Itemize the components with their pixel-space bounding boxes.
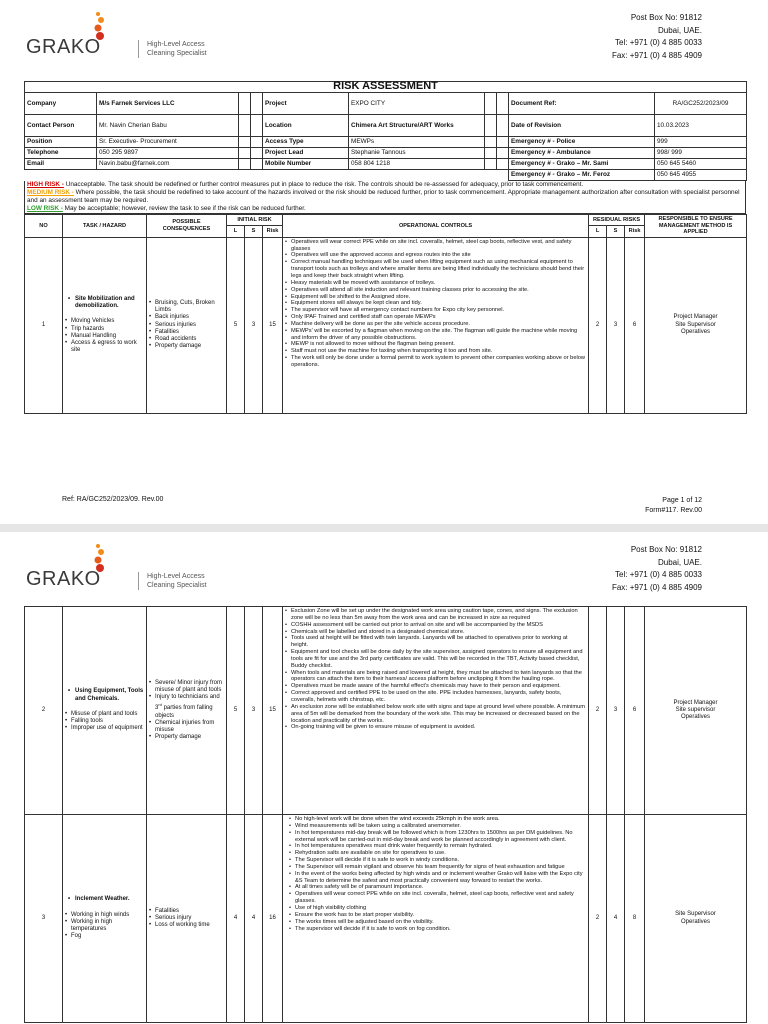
col-initial-risk: INITIAL RISK: [227, 215, 283, 226]
responsible-cell: Site Supervisor Operatives: [645, 815, 747, 1023]
col-consequences: POSSIBLE CONSEQUENCES: [147, 215, 227, 238]
risk-assessment-sheet: [24, 81, 746, 414]
task-cell: • Site Mobilization and demobilization. • Moving Vehicles • Trip hazards • Manual Handling • Access & egress to work site: [63, 237, 147, 413]
company-address: Post Box No: 91812 Dubai, UAE. Tel: +971 (0) 4 885 0033 Fax: +971 (0) 4 885 4909: [611, 545, 702, 592]
document-ref-value: RA/GC252/2023/09: [655, 93, 747, 115]
col-residual-risk: RESIDUAL RISKS: [589, 215, 645, 226]
task-cell: • Inclement Weather. • Working in high winds • Working in high temperatures • Fog: [63, 815, 147, 1023]
legend-medium: MEDIUM RISK - Where possible, the task should be redefined to take account of the hazards involved or the risk should be reduced further, prior to task commencement. Appropriate management authorization after consultation with specialist personnel and an assessment team may be required.: [27, 189, 740, 204]
email-value: Navin.babu@farnek.com: [97, 159, 239, 170]
company-value: M/s Farnek Services LLC: [97, 93, 239, 115]
footer-reference: Ref: RA/GC252/2023/09. Rev.00: [62, 496, 164, 503]
page-title: RISK ASSESSMENT: [25, 82, 747, 93]
consequences-cell: • Fatalities • Serious injury • Loss of working time: [147, 815, 227, 1023]
consequences-cell: • Severe/ Minor injury from misuse of plant and tools • Injury to technicians and 3rd parties from falling objects • Chemical injuries from misuse • Property damage: [147, 607, 227, 815]
telephone-value: 050 295 9897: [97, 148, 239, 159]
ambulance-value: 998/ 999: [655, 148, 747, 159]
risk-assessment-sheet-continued: [24, 606, 746, 1023]
col-responsible: RESPONSIBLE TO ENSURE MANAGEMENT METHOD IS APPLIED: [645, 215, 747, 238]
controls-cell: • Exclusion Zone will be set up under the designated work area using caution tape, cones, and signs. The exclusion zone will be no less than 5m away from the work area and can be increased in size as required • COSHH assessment will be carried out prior to arrival on site and will be accompanied by the MSDS • Chemicals will be labelled and stored in a designated chemical store. • Tools used at height will be fitted with twin lanyards. Lanyards will be attached to operatives prior to working at height. • Equipment and tool checks will be done daily by the site supervisor, assigned operators to ensure all equipment and tools are fit for use and the 3rd party certificates are valid. This will be recorded in the TBT, Activity based checklist, Buddy checklist. • When tools and materials are being raised and lowered at height, they must be attached to twin lanyards so that the operators can attach the item to their harness/ access platform before unclipping it from the hauling rope. • Operatives must be made aware of the harmful effect's chemicals may have to their person and equipment. • Correct approved and certified PPE to be used on the site. PPE includes harnesses, lanyards, safety boots, coveralls, helmets with chinstrap, etc. • An exclusion zone will be established below work site with signs and tape at ground level where possible. A minimum area of 5m will be demarked from the boundary of the work site. This may be increased or decreased based on the location and practicality of the works. • On-going training will be given to ensure misuse of equipment is avoided.: [283, 607, 589, 815]
project-value: EXPO CITY: [349, 93, 485, 115]
access-type-value: MEWPs: [349, 137, 485, 148]
company-address: Post Box No: 91812 Dubai, UAE. Tel: +971 (0) 4 885 0033 Fax: +971 (0) 4 885 4909: [611, 13, 702, 60]
logo-tagline: High-Level Access Cleaning Specialist: [138, 40, 207, 58]
table-row: 1 • Site Mobilization and demobilization. • Moving Vehicles • Trip hazards • Manual Handling • Access & egress to work site • Bruising, Cuts, Broken Limbs • Back injuries • Serious injuries • Fatalities • Road accidents • Property damage 5 3 15 • Operatives will wear correct PPE while on site incl. coveralls, helmet, steel cap boots, reflective vest, and safety glasses • Operatives will use the approved access and egress routes into the site • Correct manual handling techniques will be used when lifting equipment such as using mechanical equipment to transport tools such as trolleys and where smaller items are being lifted individually the technicians should bend their legs and keep their back straight when lifting. • Heavy materials will be moved with assistance of trolleys. • Operatives will attend all site induction and relevant training classes prior to accessing the site. • Equipment will be shifted to the Assigned store. • Equipment stores will always be kept clean and tidy. • The supervisor will have all emergency contact numbers for Expo city key personnel. • Only IPAF Trained and certified staff can operate MEWPs • Machine delivery will be done as per the site vehicle access procedure. • MEWPs' will be escorted by a flagman when moving on the site. The flagman will guide the machine while moving and inform the driver of any possible obstructions. • MEWP is not allowed to move without the flagman being present. • Staff must not use the machine for taxiing when transporting it too and from site. • The work will only be done under a formal permit to work system to prevent other companies working above or below operations. 2 3 6 Project Manager Site Supervisor Operatives: [25, 237, 747, 413]
consequences-cell: • Bruising, Cuts, Broken Limbs • Back injuries • Serious injuries • Fatalities • Road accidents • Property damage: [147, 237, 227, 413]
police-value: 999: [655, 137, 747, 148]
project-info-table: RISK ASSESSMENT Company M/s Farnek Services LLC Project EXPO CITY Document Ref: RA/GC252/2023/09 Contact Person Mr. Navin Cherian Babu Location Chimera Art Structure/ART Works Date of Revision 10.03.2023 Position Sr. Executive- Procurement Access Type MEWPs Emergency # - Police 999 Telephone 050 295 9897 Project Lead Stephanie Tannous Emergency # - Ambulance 998/ 999 Email Navin.babu@farnek.com Mobile Number 058 804 1218 Emergency # - Grako – Mr. Sami 050 645 5460 Emergency # - Grako – Mr. Feroz 050 645 4955: [24, 81, 747, 181]
risk-table: [24, 606, 747, 1023]
document-page-2: [0, 532, 768, 1024]
revision-date-value: 10.03.2023: [655, 115, 747, 137]
responsible-cell: Project Manager Site Supervisor Operatives: [645, 237, 747, 413]
logo-tagline: High-Level Access Cleaning Specialist: [138, 572, 207, 590]
grako-feroz-value: 050 645 4955: [655, 170, 747, 181]
contact-person-value: Mr. Navin Cherian Babu: [97, 115, 239, 137]
controls-cell: • Operatives will wear correct PPE while on site incl. coveralls, helmet, steel cap boots, reflective vest, and safety glasses • Operatives will use the approved access and egress routes into the site • Correct manual handling techniques will be used when lifting equipment such as using mechanical equipment to transport tools such as trolleys and where smaller items are being lifted individually the technicians should bend their legs and keep their back straight when lifting. • Heavy materials will be moved with assistance of trolleys. • Operatives will attend all site induction and relevant training classes prior to accessing the site. • Equipment will be shifted to the Assigned store. • Equipment stores will always be kept clean and tidy. • The supervisor will have all emergency contact numbers for Expo city key personnel. • Only IPAF Trained and certified staff can operate MEWPs • Machine delivery will be done as per the site vehicle access procedure. • MEWPs' will be escorted by a flagman when moving on the site. The flagman will guide the machine while moving and inform the driver of any possible obstructions. • MEWP is not allowed to move without the flagman being present. • Staff must not use the machine for taxiing when transporting it too and from site. • The work will only be done under a formal permit to work system to prevent other companies working above or below operations.: [283, 237, 589, 413]
project-lead-value: Stephanie Tannous: [349, 148, 485, 159]
consequence-3rd-parties: • Injury to technicians and 3rd parties from falling objects: [149, 694, 224, 720]
grako-sami-value: 050 645 5460: [655, 159, 747, 170]
page-separator: [0, 524, 768, 532]
footer-page-info: Page 1 of 12 Form#117. Rev.00: [645, 497, 702, 514]
col-task: TASK / HAZARD: [63, 215, 147, 238]
col-no: NO: [25, 215, 63, 238]
risk-table: NO TASK / HAZARD POSSIBLE CONSEQUENCES INITIAL RISK OPERATIONAL CONTROLS RESIDUAL RISKS RESPONSIBLE TO ENSURE MANAGEMENT METHOD IS APPLIED L S Risk L S Risk 1 • Site Mobilization and demobilization. • Moving Vehicles • Trip hazards • Manual Handling • Access & egress to work site • Bruising, Cuts, Broken Limbs • Back injuries • Serious injuries • Fatalities • Road accidents • Property damage 5 3 15 • Operatives will wear correct PPE while on site incl. coveralls, helmet, steel cap boots, reflective vest, and safety glasses • Operatives will use the approved access and egress routes into the site • Correct manual handling techniques will be used when lifting equipment such as using mechanical equipment to transport tools such as trolleys and where smaller items are being lifted individually the technicians should bend their legs and keep their back straight when lifting. • Heavy materials will be moved with assistance of trolleys. • Operatives will attend all site induction and relevant training classes prior to accessing the site. • Equipment will be shifted to the Assigned store. • Equipment stores will always be kept clean and tidy. • The supervisor will have all emergency contact numbers for Expo city key personnel. • Only IPAF Trained and certified staff can operate MEWPs • Machine delivery will be done as per the site vehicle access procedure. • MEWPs' will be escorted by a flagman when moving on the site. The flagman will guide the machine while moving and inform the driver of any possible obstructions. • MEWP is not allowed to move without the flagman being present. • Staff must not use the machine for taxiing when transporting it too and from site. • The work will only be done under a formal permit to work system to prevent other companies working above or below operations. 2 3 6 Project Manager Site Supervisor Operatives: [24, 214, 747, 414]
position-value: Sr. Executive- Procurement: [97, 137, 239, 148]
table-row: 2 • Using Equipment, Tools and Chemicals. • Misuse of plant and tools • Falling tools • Improper use of equipment • Severe/ Minor injury from misuse of plant and tools • Injury to technicians and 3rd parties from falling objects • Chemical injuries from misuse • Property damage 5 3 15 • Exclusion Zone will be set up under the designated work area using caution tape, cones, and signs. The exclusion zone will be no less than 5m away from the work area and can be increased in size as required • COSHH assessment will be carried out prior to arrival on site and will be accompanied by the MSDS • Chemicals will be labelled and stored in a designated chemical store. • Tools used at height will be fitted with twin lanyards. Lanyards will be attached to operatives prior to working at height. • Equipment and tool checks will be done daily by the site supervisor, assigned operators to ensure all equipment and tools are fit for use and the 3rd party certificates are valid. This will be recorded in the TBT, Activity based checklist, Buddy checklist. • When tools and materials are being raised and lowered at height, they must be attached to twin lanyards so that the operators can attach the item to their harness/ access platform before unclipping it from the hauling rope. • Operatives must be made aware of the harmful effect's chemicals may have to their person and equipment. • Correct approved and certified PPE to be used on the site. PPE includes harnesses, lanyards, safety boots, coveralls, helmets with chinstrap, etc. • An exclusion zone will be established below work site with signs and tape at ground level where possible. A minimum area of 5m will be demarked from the boundary of the work site. This may be increased or decreased based on the location and practicality of the works. • On-going training will be given to ensure misuse of equipment is avoided. 2 3 6 Project Manager Site supervisor Operatives: [25, 607, 747, 815]
table-row: 3 • Inclement Weather. • Working in high winds • Working in high temperatures • Fog • Fatalities • Serious injury • Loss of working time 4 4 16 • No high-level work will be done when the wind exceeds 25kmph in the work area. • Wind measurements will be taken using a calibrated anemometer. • In hot temperatures mid-day break will be followed which is from 1230hrs to 1500hrs as per DM guidelines. No external work will be carried-out in mid-day break and work be planned accordingly in agreement with client. • In hot temperatures operatives must drink water frequently to remain hydrated. • Rehydration salts are available on site for operatives to use. • The Supervisor will decide if it is safe to work in windy conditions. • The Supervisor will remain vigilant and observe his team frequently for signs of heat exhaustion and fatigue • In the event of the works being affected by high winds and or inclement weather Grako will liaise with the Expo city &S Team to determine the safest and most practically convenient way forward to restart the works. • At all times safety will be of paramount importance. • Operatives will wear correct PPE while on site incl. coveralls, helmet, steel cap boots, reflective vest and safety glasses. • Use of high visibility clothing • Ensure the work has to be start proper visibility. • The works times will be adjusted based on the visibility. • The supervisor will decide if it is safe to work on fog condition. 2 4 8 Site Supervisor Operatives: [25, 815, 747, 1023]
col-controls: OPERATIONAL CONTROLS: [283, 215, 589, 238]
task-cell: • Using Equipment, Tools and Chemicals. • Misuse of plant and tools • Falling tools • Improper use of equipment: [63, 607, 147, 815]
logo-wordmark: GRAKO: [26, 568, 101, 590]
responsible-cell: Project Manager Site supervisor Operatives: [645, 607, 747, 815]
location-value: Chimera Art Structure/ART Works: [349, 115, 485, 137]
grako-logo: [26, 542, 226, 592]
mobile-value: 058 804 1218: [349, 159, 485, 170]
legend-low: LOW RISK - May be acceptable; however, review the task to see if the risk can be reduced further.: [27, 205, 306, 212]
legend-high: HIGH RISK - Unacceptable. The task should be redefined or further control measures put in place to reduce the risk. The controls should be re-assessed for adequacy, prior to task commencement.: [27, 181, 584, 188]
controls-cell: • No high-level work will be done when the wind exceeds 25kmph in the work area. • Wind measurements will be taken using a calibrated anemometer. • In hot temperatures mid-day break will be followed which is from 1230hrs to 1500hrs as per DM guidelines. No external work will be carried-out in mid-day break and work be planned accordingly in agreement with client. • In hot temperatures operatives must drink water frequently to remain hydrated. • Rehydration salts are available on site for operatives to use. • The Supervisor will decide if it is safe to work in windy conditions. • The Supervisor will remain vigilant and observe his team frequently for signs of heat exhaustion and fatigue • In the event of the works being affected by high winds and or inclement weather Grako will liaise with the Expo city &S Team to determine the safest and most practically convenient way forward to restart the works. • At all times safety will be of paramount importance. • Operatives will wear correct PPE while on site incl. coveralls, helmet, steel cap boots, reflective vest and safety glasses. • Use of high visibility clothing • Ensure the work has to be start proper visibility. • The works times will be adjusted based on the visibility. • The supervisor will decide if it is safe to work on fog condition.: [283, 815, 589, 1023]
grako-logo: [26, 10, 226, 60]
risk-level-legend: [24, 181, 746, 214]
logo-wordmark: GRAKO: [26, 36, 101, 58]
